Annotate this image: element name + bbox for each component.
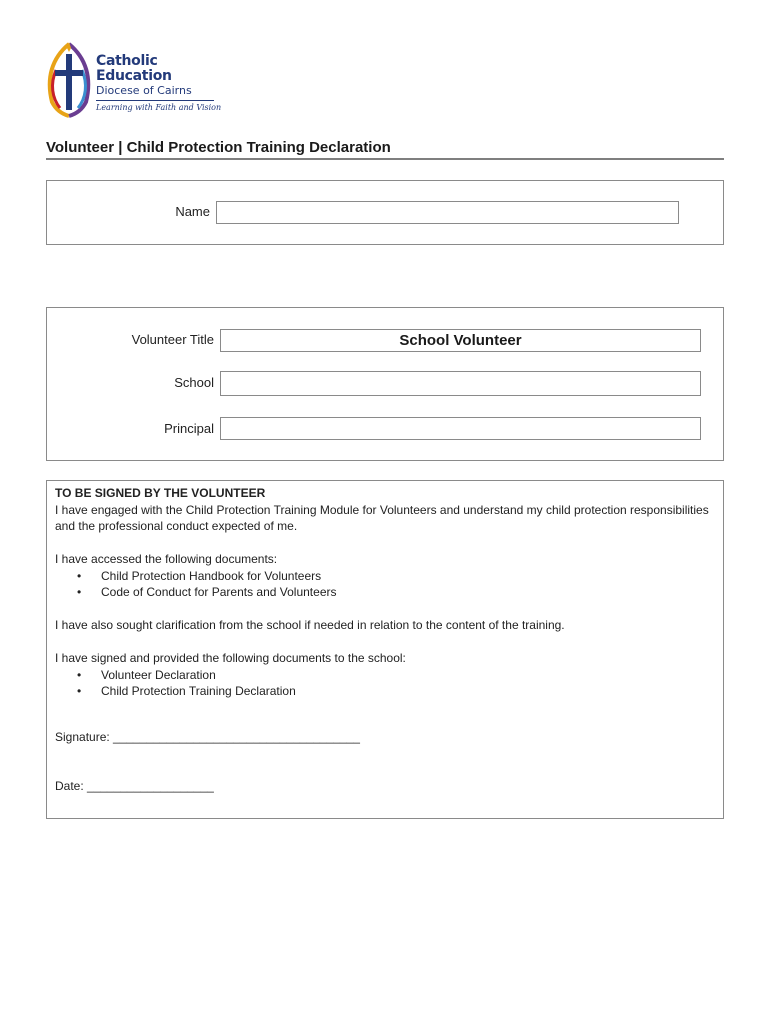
principal-label: Principal xyxy=(164,421,214,436)
logo-line-education: Education xyxy=(96,68,172,84)
accessed-documents-list xyxy=(55,568,715,601)
title-divider xyxy=(46,158,724,160)
name-input[interactable] xyxy=(216,201,679,224)
volunteer-title-input[interactable] xyxy=(220,329,701,352)
volunteer-title-label: Volunteer Title xyxy=(131,332,214,347)
name-label: Name xyxy=(175,204,210,219)
list-item: • Child Protection Training Declaration xyxy=(77,683,715,700)
declaration-heading: TO BE SIGNED BY THE VOLUNTEER xyxy=(55,486,266,500)
school-input[interactable] xyxy=(220,371,701,396)
declaration-para-clarification: I have also sought clarification from the school if needed in relation to the content of the training. xyxy=(55,618,565,632)
list-item: • Volunteer Declaration xyxy=(77,667,715,684)
school-label: School xyxy=(174,375,214,390)
list-item: • Code of Conduct for Parents and Volunteers xyxy=(77,584,715,601)
logo-line-catholic: Catholic xyxy=(96,53,158,69)
list-item: • Child Protection Handbook for Volunteers xyxy=(77,568,715,585)
catholic-education-logo xyxy=(42,40,232,120)
date-line[interactable]: Date: ___________________ xyxy=(55,779,214,793)
declaration-section xyxy=(46,480,724,819)
page-title: Volunteer | Child Protection Training Declaration xyxy=(46,139,391,156)
principal-input[interactable] xyxy=(220,417,701,440)
logo-line-diocese: Diocese of Cairns xyxy=(96,84,214,101)
declaration-para-signed: I have signed and provided the following documents to the school: xyxy=(55,651,406,665)
signed-documents-list xyxy=(55,667,715,700)
cross-emblem-icon xyxy=(42,40,96,120)
declaration-para-accessed: I have accessed the following documents: xyxy=(55,552,278,566)
logo-tagline: Learning with Faith and Vision xyxy=(96,103,222,112)
signature-line[interactable]: Signature: _____________________________________ xyxy=(55,729,360,744)
declaration-para-engaged: I have engaged with the Child Protection Training Module for Volunteers and understand my child protection responsibilities and the professional conduct expected of me. xyxy=(55,502,709,533)
